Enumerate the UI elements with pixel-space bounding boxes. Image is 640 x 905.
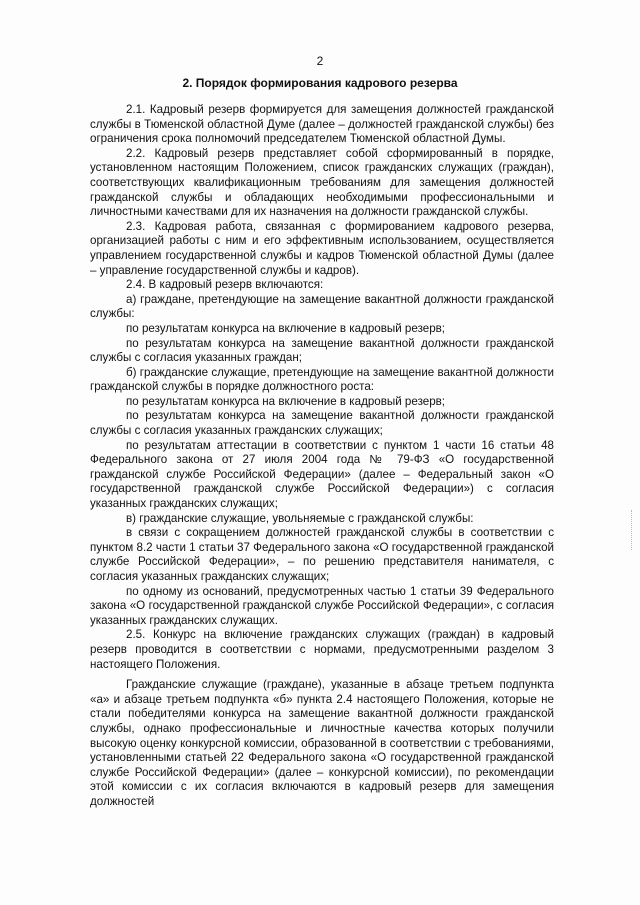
paragraph-2-4-b-2: по результатам конкурса на замещение вакантной должности гражданской службы с согласия указанных гражданских служащих; (90, 409, 554, 438)
document-body (90, 103, 554, 810)
paragraph-2-2: 2.2. Кадровый резерв представляет собой сформированный в порядке, установленном настоящим Положением, список гражданских служащих (граждан), соответствующих квалификационным требованиям для замещения должностей гражданской службы и обладающих необходимыми профессиональными и личностными качествами для их назначения на должности гражданской службы. (90, 146, 554, 219)
paragraph-2-4-v-1: в связи с сокращением должностей гражданской службы в соответствии с пунктом 8.2 части 1 статьи 37 Федерального закона «О государственной гражданской службе Российской Федерации», – по решению представителя нанимателя, с согласия указанных гражданских служащих; (90, 526, 554, 583)
paragraph-2-4-a-1: по результатам конкурса на включение в кадровый резерв; (126, 321, 446, 335)
paragraph-2-1: 2.1. Кадровый резерв формируется для замещения должностей гражданской службы в Тюменской областной Думе (далее – должностей гражданской службы) без ограничения срока полномочий председателем Тюменской областной Думы. (90, 103, 554, 146)
paragraph-2-5-continued: Гражданские служащие (граждане), указанные в абзаце третьем подпункта «а» и абзаце третьем подпункта «б» пункта 2.4 настоящего Положения, которые не стали победителями конкурса на замещение вакантной должности гражданской службы, однако профессиональные и личностные качества которых получили высокую оценку конкурсной комиссии, образованной в соответствии с требованиями, установленными статьей 22 Федерального закона «О государственной гражданской службе Российской Федерации» (далее – конкурсной комиссии), по рекомендации этой комиссии с их согласия включаются в кадровый резерв для замещения должностей (90, 678, 554, 808)
paragraph-2-4: 2.4. В кадровый резерв включаются: (126, 278, 324, 292)
paragraph-2-5: 2.5. Конкурс на включение гражданских служащих (граждан) в кадровый резерв проводится в соответствии с нормами, предусмотренными разделом 3 настоящего Положения. (90, 628, 554, 671)
paragraph-2-4-b-3: по результатам аттестации в соответствии с пунктом 1 части 16 статьи 48 Федерального закона от 27 июля 2004 года № 79-ФЗ «О государственной гражданской службе Российской Федерации» (далее – Федеральный закон «О государственной гражданской службе Российской Федерации») с согласия указанных гражданских служащих; (90, 438, 554, 511)
section-heading: 2. Порядок формирования кадрового резерва (182, 76, 458, 90)
paragraph-2-4-a: а) граждане, претендующие на замещение вакантной должности гражданской службы: (90, 292, 554, 321)
paragraph-2-4-v-2: по одному из оснований, предусмотренных частью 1 статьи 39 Федерального закона «О государственной гражданской службе Российской Федерации», с согласия указанных гражданских служащих. (90, 584, 554, 627)
scan-edge-marks (628, 510, 632, 550)
paragraph-2-4-b: б) гражданские служащие, претендующие на замещение вакантной должности гражданской службы в порядке должностного роста: (90, 365, 554, 394)
paragraph-2-4-v: в) гражданские служащие, увольняемые с гражданской службы: (126, 511, 474, 525)
paragraph-2-3: 2.3. Кадровая работа, связанная с формированием кадрового резерва, организацией работы с ним и его эффективным использованием, осуществляется управлением государственной службы и кадров Тюменской областной Думы (далее – управление государственной службы и кадров). (90, 219, 554, 277)
paragraph-2-4-a-2: по результатам конкурса на замещение вакантной должности гражданской службы с согласия указанных граждан; (90, 336, 554, 365)
page-number: 2 (316, 54, 324, 68)
paragraph-2-4-b-1: по результатам конкурса на включение в кадровый резерв; (126, 394, 446, 408)
